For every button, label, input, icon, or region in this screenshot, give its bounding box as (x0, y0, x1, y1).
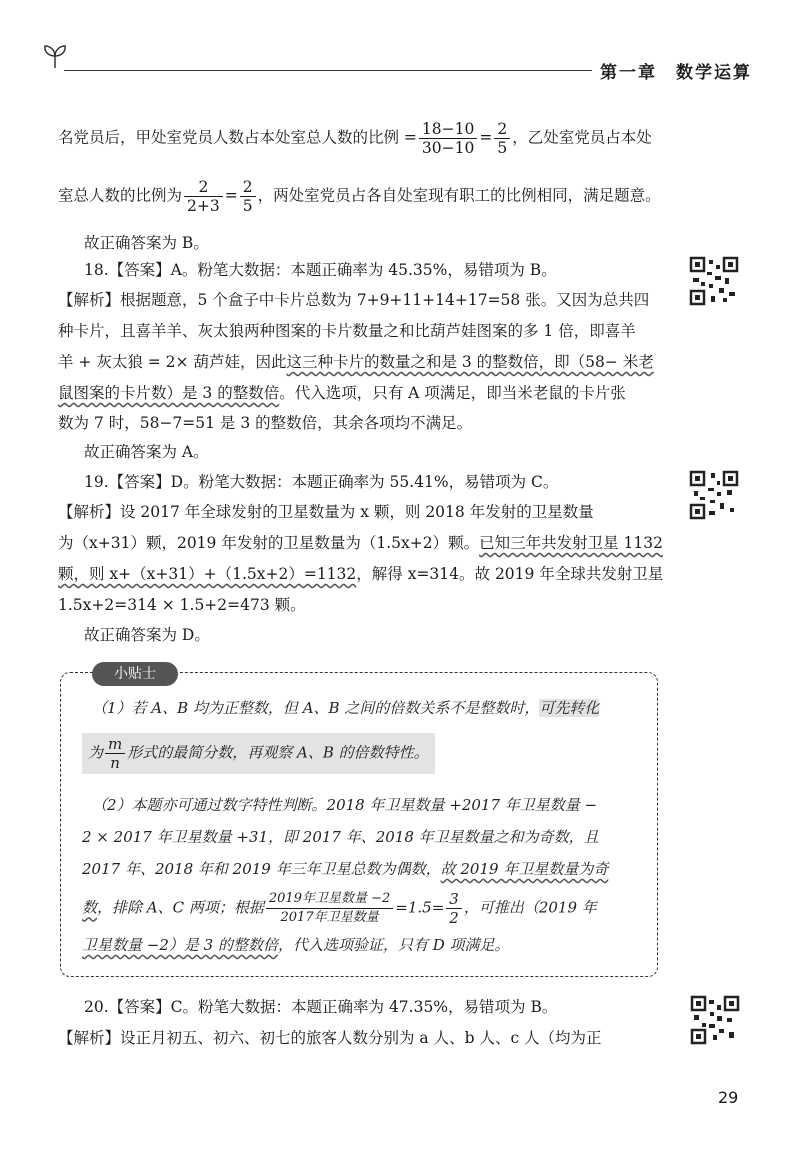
denominator: 2017年卫星数量 (280, 910, 379, 925)
numerator: 2 (494, 120, 510, 139)
emphasis-text: 卫星数量 −2）是 3 的整数倍 (82, 936, 278, 954)
numerator: 18−10 (419, 120, 477, 139)
tips-badge: 小贴士 (92, 662, 178, 686)
text: （1）若 A、B 均为正整数，但 A、B 之间的倍数关系不是整数时， (92, 699, 540, 717)
qr-code-icon[interactable] (689, 256, 739, 306)
fraction (419, 120, 477, 157)
text-line: 【解析】根据题意，5 个盒子中卡片总数为 7+9+11+14+17=58 张。又因为总共四 (58, 291, 650, 309)
text: 2017 年、2018 年和 2019 年三年卫星总数为偶数， (82, 860, 441, 878)
denominator: 5 (242, 197, 253, 215)
text-line: 1.5x+2=314 × 1.5+2=473 颗。 (58, 596, 306, 614)
question-20-answer: 20.【答案】C。粉笔大数据：本题正确率为 47.35%，易错项为 B。 (84, 998, 558, 1016)
numerator: 3 (446, 890, 462, 909)
text: ，解得 x=314。故 2019 年全球共发射卫星 (356, 565, 664, 583)
text: 室总人数的比例为 (58, 186, 183, 205)
text: 。代入选项，只有 A 项满足，即当米老鼠的卡片张 (279, 384, 626, 402)
emphasis-text: 鼠图案的卡片数）是 3 的整数倍 (58, 384, 280, 402)
tip-line (82, 858, 608, 880)
fraction (446, 890, 462, 927)
text: 为（x+31）颗，2019 年发射的卫星数量为（1.5x+2）颗。 (58, 534, 480, 552)
emphasis-text: 颗，则 x+（x+31）+（1.5x+2）=1132 (58, 565, 357, 583)
text: 名党员后，甲处室党员人数占本处室总人数的比例 = (58, 128, 417, 147)
emphasis-text: 已知三年共发射卫星 1132 (479, 534, 663, 552)
text: ，可推出（2019 年 (463, 898, 597, 917)
text-line (58, 120, 652, 157)
fraction (184, 178, 223, 215)
tip-line (82, 733, 435, 774)
text: 形式的最简分数，再观察 A、B 的倍数特性。 (127, 743, 429, 762)
text: 为 (88, 743, 104, 762)
answer-line: 故正确答案为 D。 (84, 626, 210, 644)
answer-line: 故正确答案为 A。 (84, 443, 209, 461)
numerator: 2 (184, 178, 223, 197)
chapter-title: 第一章 数学运算 (600, 63, 752, 83)
tip-line (82, 890, 597, 927)
question-18-answer: 18.【答案】A。粉笔大数据：本题正确率为 45.35%，易错项为 B。 (84, 261, 557, 279)
qr-code-icon[interactable] (689, 470, 739, 520)
equals: = (479, 128, 493, 147)
text: ，两处室党员占各自处室现有职工的比例相同，满足题意。 (257, 186, 661, 205)
text-line (58, 563, 663, 585)
numerator: 2 (240, 178, 256, 197)
emphasis-text: 数 (82, 898, 98, 917)
text-line (58, 382, 626, 404)
tip-line: （2）本题亦可通过数字特性判断。2018 年卫星数量 +2017 年卫星数量 − (92, 796, 598, 814)
tip-line: 2 × 2017 年卫星数量 +31，即 2017 年、2018 年卫星数量之和为奇数，且 (82, 828, 599, 846)
numerator: m (105, 735, 125, 754)
denominator: 2+3 (187, 197, 220, 215)
denominator: 5 (497, 139, 508, 157)
denominator: n (110, 754, 120, 772)
numerator: 2019年卫星数量 −2 (266, 890, 393, 909)
header-rule (64, 70, 592, 71)
fraction (240, 178, 256, 215)
answer-line: 故正确答案为 B。 (84, 234, 209, 252)
emphasis-text: 故 2019 年卫星数量为奇 (440, 860, 609, 878)
denominator: 30−10 (421, 139, 475, 157)
text-line (58, 178, 661, 215)
highlight-text: 可先转化 (539, 699, 600, 717)
text-line (58, 351, 654, 373)
fraction (266, 890, 393, 927)
tip-line (92, 697, 599, 719)
fraction (494, 120, 510, 157)
text-line (58, 532, 663, 554)
page-number: 29 (718, 1088, 739, 1107)
text: ，排除 A、C 两项；根据 (97, 898, 264, 917)
emphasis-text: 这三种卡片的数量之和是 3 的整数倍，即（58− 米老 (286, 353, 654, 371)
denominator: 2 (449, 909, 459, 927)
text-line: 种卡片，且喜羊羊、灰太狼两种图案的卡片数量之和比葫芦娃图案的多 1 倍，即喜羊 (58, 322, 636, 340)
text: ，乙处室党员占本处 (512, 128, 652, 147)
equals: = (224, 186, 238, 205)
fraction (105, 735, 125, 772)
text-line: 【解析】设正月初五、初六、初七的旅客人数分别为 a 人、b 人、c 人（均为正 (58, 1029, 602, 1047)
qr-code-icon[interactable] (690, 995, 740, 1045)
text: =1.5= (395, 898, 445, 917)
question-19-answer: 19.【答案】D。粉笔大数据：本题正确率为 55.41%，易错项为 C。 (84, 473, 559, 491)
text-line: 数为 7 时，58−7=51 是 3 的整数倍，其余各项均不满足。 (58, 414, 473, 432)
tip-line (82, 934, 510, 956)
text: 羊 + 灰太狼 = 2× 葫芦娃，因此 (58, 353, 287, 371)
text-line: 【解析】设 2017 年全球发射的卫星数量为 x 颗，则 2018 年发射的卫星数量 (58, 503, 594, 521)
text: ，代入选项验证，只有 D 项满足。 (277, 936, 510, 954)
leaf-icon (40, 42, 70, 72)
